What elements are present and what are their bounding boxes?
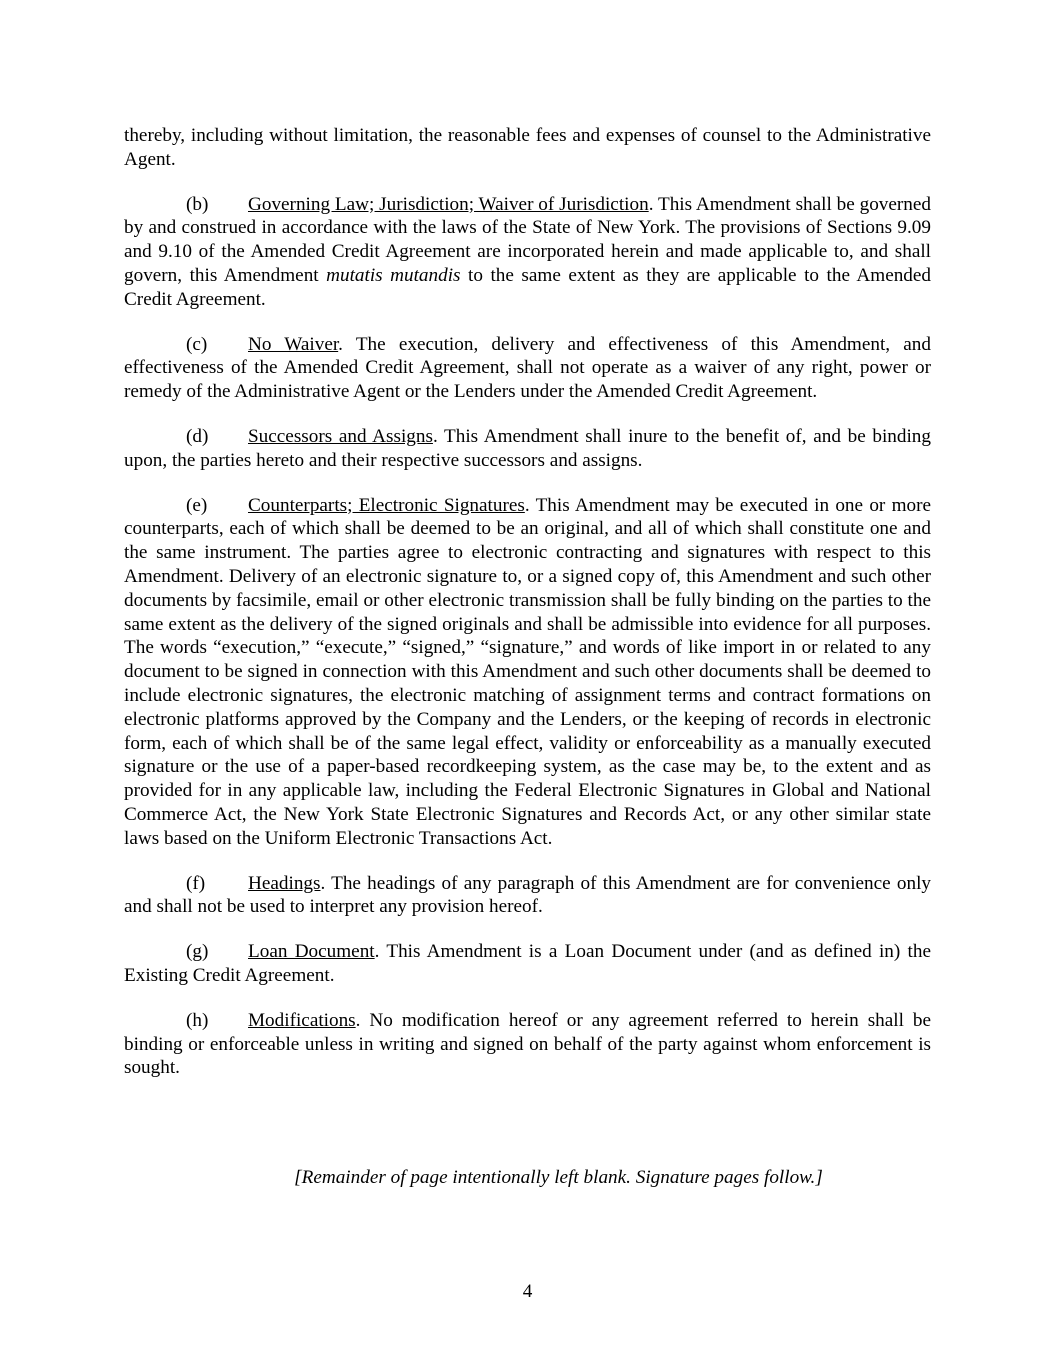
section-label: (g) — [186, 941, 209, 963]
section-heading: Loan Document — [248, 941, 375, 963]
section-text: . This Amendment shall be governed by and construed in accordance with the laws of the State of New York. The provisions of Sections 9.09 and 9.10 of the Amended Credit Agreement are incorporated herein and made applicable to, and shall govern, this Amendment — [124, 193, 932, 286]
section-text: . The headings of any paragraph of this Amendment are for convenience only and shall not be used to interpret any provision hereof. — [124, 872, 931, 918]
section-b — [124, 193, 931, 312]
section-label: (c) — [186, 333, 208, 355]
intro-paragraph: thereby, including without limitation, the reasonable fees and expenses of counsel to the Administrative Agent. — [124, 125, 931, 170]
section-text: . This Amendment shall inure to the benefit of, and be binding upon, the parties hereto and their respective successors and assigns. — [124, 425, 931, 471]
section-text: . No modification hereof or any agreement referred to herein shall be binding or enforceable unless in writing and signed on behalf of the party against whom enforcement is sought. — [124, 1009, 931, 1079]
section-label: (b) — [186, 193, 209, 215]
section-heading: Counterparts; Electronic Signatures — [248, 494, 525, 516]
section-text: . This Amendment may be executed in one or more counterparts, each of which shall be deemed to be an original, and all of which shall constitute one and the same instrument. The parties agree to electronic contracting and signatures with respect to this Amendment. Delivery of an electronic signature to, or a signed copy of, this Amendment and such other documents by facsimile, email or other electronic transmission shall be fully binding on the parties to the same extent as the delivery of the signed originals and shall be admissible into evidence for all purposes. The words “execution,” “execute,” “signed,” “signature,” and words of like import in or related to any document to be signed in connection with this Amendment and such other documents shall be deemed to include electronic signatures, the electronic matching of assignment terms and contract formations on electronic platforms approved by the Company and the Lenders, or the keeping of records in electronic form, each of which shall be of the same legal effect, validity or enforceability as a manually executed signature or the use of a paper-based recordkeeping system, as the case may be, to the extent and as provided for in any applicable law, including the Federal Electronic Signatures in Global and National Commerce Act, the New York State Electronic Signatures and Records Act, or any other similar state laws based on the Uniform Electronic Transactions Act. — [124, 494, 931, 849]
section-label: (f) — [186, 872, 206, 894]
section-c — [124, 333, 931, 404]
section-heading: No Waiver — [248, 333, 339, 355]
page-number: 4 — [522, 1281, 533, 1302]
section-label: (h) — [186, 1009, 209, 1031]
section-heading: Modifications — [248, 1009, 356, 1031]
section-f — [124, 872, 931, 920]
closing-note: [Remainder of page intentionally left blank. Signature pages follow.] — [294, 1167, 823, 1188]
section-italic-text: mutatis mutandis — [326, 264, 461, 286]
section-d — [124, 425, 931, 473]
section-label: (d) — [186, 425, 209, 447]
section-text: to the same extent as they are applicable to the Amended Credit Agreement. — [124, 264, 932, 310]
section-heading: Successors and Assigns — [248, 425, 433, 447]
section-text: . The execution, delivery and effectiveness of this Amendment, and effectiveness of the Amended Credit Agreement, shall not operate as a waiver of any right, power or remedy of the Administrative Agent or the Lenders under the Amended Credit Agreement. — [124, 333, 931, 403]
section-g — [124, 940, 931, 988]
section-label: (e) — [186, 494, 208, 516]
document-body — [124, 124, 931, 1101]
section-heading: Governing Law; Jurisdiction; Waiver of Jurisdiction — [248, 193, 649, 215]
section-text: . This Amendment is a Loan Document under (and as defined in) the Existing Credit Agreement. — [124, 941, 931, 986]
section-heading: Headings — [248, 872, 321, 894]
section-h — [124, 1009, 931, 1080]
section-e — [124, 494, 931, 851]
